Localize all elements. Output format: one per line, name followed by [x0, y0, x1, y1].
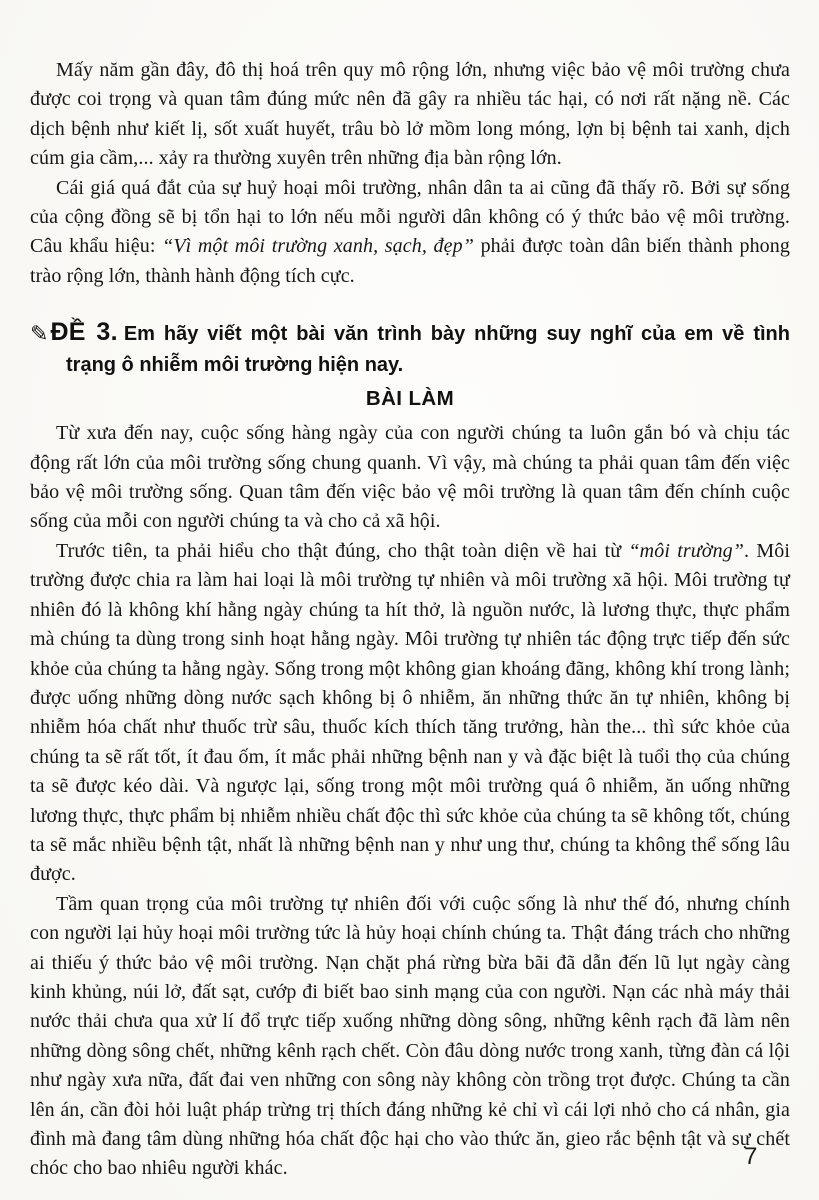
- paragraph-urbanization: [30, 56, 790, 174]
- essay-heading: BÀI LÀM: [365, 387, 455, 411]
- paragraph-human-destruction: [30, 890, 790, 1184]
- paragraph-text: Tầm quan trọng của môi trường tự nhiên đối với cuộc sống là như thế đó, nhưng chính con người lại hủy hoại môi trường tức là hủy hoại chính chúng ta. Thật đáng trách cho những ai thiếu ý thức bảo vệ môi trường. Nạn chặt phá rừng bừa bãi đã dẫn đến lũ lụt ngày càng kinh khủng, núi lở, đất sạt, cướp đi biết bao sinh mạng của con người. Nạn các nhà máy thải nước thải chưa qua xử lí đổ trực tiếp xuống những dòng sông, những kênh rạch đã làm nên những dòng sông chết, những kênh rạch chết. Còn đâu dòng nước trong xanh, từng đàn cá lội như ngày xưa nữa, đất đai ven những con sông này không còn trồng trọt được. Chúng ta cần lên án, cần đòi hỏi luật pháp trừng trị thích đáng những kẻ chỉ vì cái lợi nhỏ cho cá nhân, gia đình mà đang tâm dùng những hóa chất độc hại cho vào thức ăn, gieo rắc bệnh tật và sự chết chóc cho bao nhiêu người khác.: [30, 892, 790, 1180]
- paragraph-text: Từ xưa đến nay, cuộc sống hàng ngày của con người chúng ta luôn gắn bó và chịu tác động rất lớn của môi trường sống chung quanh. Vì vậy, mà chúng ta phải quan tâm đến việc bảo vệ môi trường sống. Quan tâm đến việc bảo vệ môi trường là quan tâm đến chính cuộc sống của mỗi con người chúng ta và cho cả xã hội.: [30, 422, 790, 533]
- paragraph-cost-of-destruction: [30, 174, 790, 292]
- assignment-heading: [30, 317, 790, 381]
- assignment-number: ĐỀ 3.: [50, 318, 118, 347]
- paragraph-text: . Môi trường được chia ra làm hai loại là môi trường tự nhiên và môi trường xã hội. Môi trường tự nhiên đó là không khí hằng ngày chúng ta hít thở, là nguồn nước, là lương thực, thực phẩm mà chúng ta dùng trong sinh hoạt hằng ngày. Môi trường tự nhiên tác động trực tiếp đến sức khỏe của chúng ta hằng ngày. Sống trong một không gian khoáng đãng, không khí trong lành; được uống những dòng nước sạch không bị ô nhiễm, ăn những thức ăn tự nhiên, không bị nhiễm hóa chất như thuốc trừ sâu, thuốc kích thích tăng trưởng, hàn the... thì sức khỏe của chúng ta sẽ rất tốt, ít đau ốm, ít mắc phải những bệnh nan y và đặc biệt là tuổi thọ của chúng ta sẽ được kéo dài. Và ngược lại, sống trong một môi trường quá ô nhiễm, ăn uống những lương thực, thực phẩm bị nhiễm nhiều chất độc thì sức khỏe của chúng ta sẽ không tốt, chúng ta sẽ mắc nhiều bệnh tật, nhất là những bệnh nan y như ung thư, chúng ta không thể sống lâu được.: [30, 539, 791, 886]
- term-quote: “môi trường”: [628, 539, 744, 562]
- paragraph-text: phải được toàn dân biến thành phong trào rộng lớn, thành hành động tích cực.: [30, 235, 790, 287]
- page-number: 7: [744, 1143, 758, 1170]
- slogan-quote: “Vì một môi trường xanh, sạch, đẹp”: [162, 235, 474, 258]
- paragraph-text: Trước tiên, ta phải hiểu cho thật đúng, cho thật toàn diện về hai từ: [56, 539, 629, 562]
- paragraph-environment-types: [30, 537, 790, 890]
- paragraph-text: Mấy năm gần đây, đô thị hoá trên quy mô rộng lớn, nhưng việc bảo vệ môi trường chưa được coi trọng và quan tâm đúng mức nên đã gây ra nhiều tác hại, có nơi rất nặng nề. Các dịch bệnh như kiết lị, sốt xuất huyết, trâu bò lở mồm long móng, lợn bị bệnh tai xanh, dịch cúm gia cầm,... xảy ra thường xuyên trên những địa bàn rộng lớn.: [30, 59, 790, 170]
- paragraph-intro: [30, 419, 790, 537]
- pencil-icon: ✎: [30, 321, 49, 347]
- paragraph-text: Cái giá quá đắt của sự huỷ hoại môi trường, nhân dân ta ai cũng đã thấy rõ. Bởi sự sống của cộng đồng sẽ bị tổn hại to lớn nếu mỗi người dân không có ý thức bảo vệ môi trường. Câu khẩu hiệu:: [30, 176, 790, 258]
- assignment-prompt: Em hãy viết một bài văn trình bày những suy nghĩ của em về tình trạng ô nhiễm môi trường hiện nay.: [66, 323, 790, 377]
